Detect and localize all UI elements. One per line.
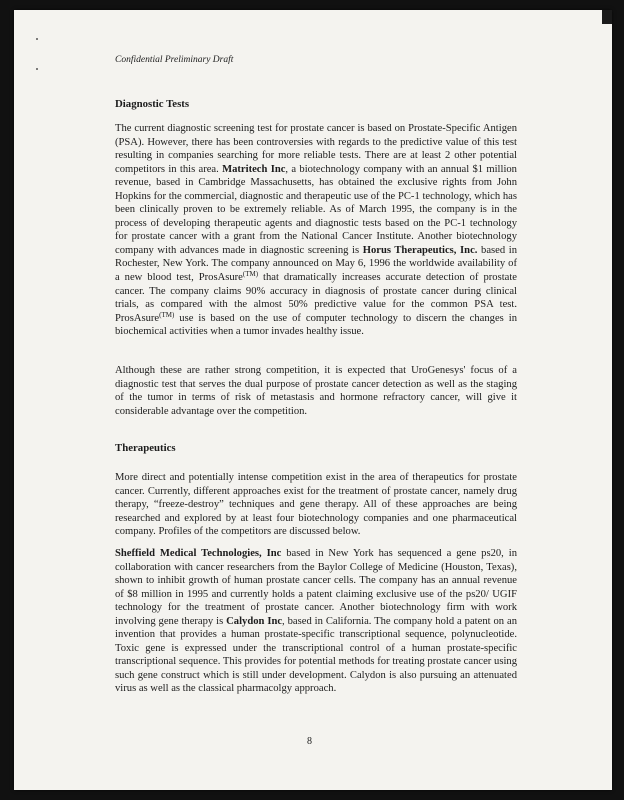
section-heading-therapeutics: Therapeutics — [115, 442, 176, 454]
company-name-calydon: Calydon Inc — [226, 615, 283, 627]
company-name-matritech: Matritech Inc — [222, 163, 286, 175]
company-name-sheffield: Sheffield Medical Technologies, Inc — [115, 548, 282, 559]
scan-speck — [36, 38, 38, 40]
paragraph-therapeutics-competitors: Sheffield Medical Technologies, Inc based in New York has sequenced a gene ps20, in collaboration with cancer researchers from the Baylor College of Medicine (Houston, Texas), shown to inhibit growth of human prostate cancer cells. The company has an annual revenue of $8 million in 1995 and currently holds a patent claiming exclusive use of the ps20/ UGIF technology for the treatment of prostate cancer. Another biotechnology firm with work involving gene therapy is Calydon Inc, based in California. The company hold a patent on an invention that provides a human prostate-specific transcriptional sequence, polynucleotide. Toxic gene is expressed under the transcriptional control of a human prostate-specific transcriptional sequence. This provides for potential methods for treating prostate cancer using such gene construct which is still under development. Calydon is also pursuing an attenuated virus as well as the classical pharmacolgy approach. — [115, 548, 517, 695]
binder-clip — [602, 10, 612, 24]
trademark-superscript: (TM) — [159, 310, 175, 319]
section-heading-diagnostic-tests: Diagnostic Tests — [115, 98, 190, 110]
page-number: 8 — [307, 736, 312, 747]
document-page — [14, 10, 612, 790]
trademark-superscript: (TM) — [242, 270, 259, 279]
paragraph-therapeutics-intro: More direct and potentially intense competition exist in the area of therapeutics for prostate cancer. Currently, different approaches exist for the treatment of prostate cancer, namely drug therapy, “freeze-destroy” techniques and gene therapy. All of these approaches are being researched and explored by at least four biotechnology companies and one pharmaceutical company. Profiles of the competitors are discussed below. — [115, 472, 517, 538]
company-name-horus: Horus Therapeutics, Inc. — [362, 244, 478, 256]
paragraph-diagnostic-conclusion: Although these are rather strong competition, it is expected that UroGenesys' focus of a diagnostic test that serves the dual purpose of prostate cancer detection as well as the staging of the tumor in terms of risk of metastasis and hormone refractory cancer, will give it considerable advantage over the competition. — [115, 365, 517, 417]
page-header: Confidential Preliminary Draft — [115, 55, 234, 65]
paragraph-diagnostic-intro: The current diagnostic screening test for prostate cancer is based on Prostate-Specific Antigen (PSA). However, there has been controversies with regards to the predictive value of this test resulting in companies searching for more reliable tests. There are at least 2 other potential competitors in this area. Matritech Inc, a biotechnology company with an annual $1 million revenue, based in Cambridge Massachusetts, has obtained the exclusive rights from John Hopkins for the commercial, diagnostic and therapeutic use of the PC-1 technology, which has been clinically proven to be extremely reliable. As of March 1995, the company is in the process of developing therapeutic agents and diagnostic tests based on the PC-1 technology for prostate cancer with a grant from the National Cancer Institute. Another biotechnology company with advances made in diagnostic screening is Horus Therapeutics, Inc. based in Rochester, New York. The company announced on May 6, 1996 the worldwide availability of a new blood test, ProsAsure$^{(TM)}$ that dramatically increases accurate detection of prostate cancer. The company claims 90% accuracy in diagnosis of prostate cancer during clinical trials, as compared with the almost 50% predictive value for the common PSA test. ProsAsure$^{(TM)}$ use is based on the use of computer technology to discern the changes in biochemical activities when a tumor invades healthy issue. — [115, 123, 518, 338]
scan-speck — [36, 68, 38, 70]
